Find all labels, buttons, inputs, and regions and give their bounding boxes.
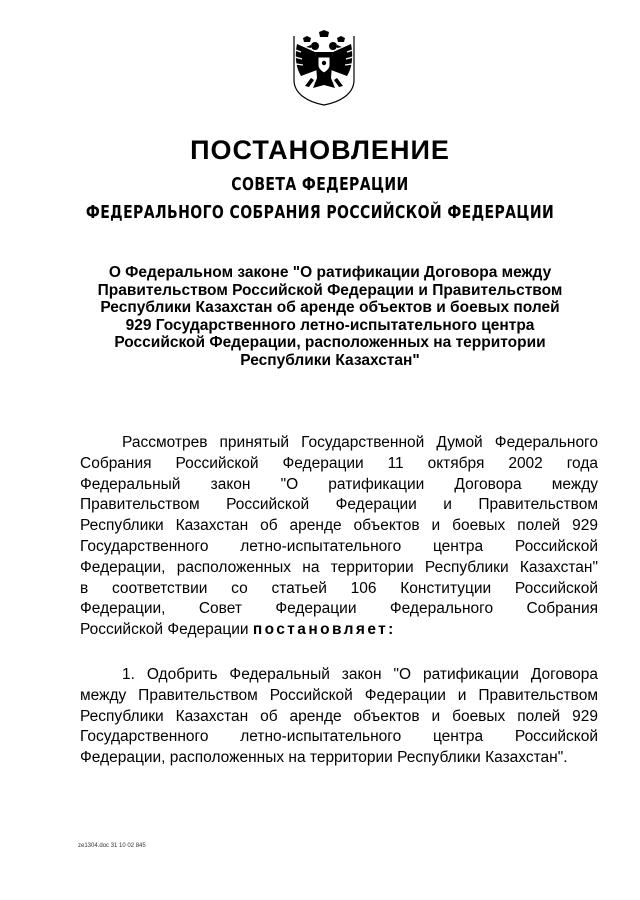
paragraph-line [80,620,598,641]
double-headed-eagle-icon [293,30,355,106]
paragraph-line: Правительством Российской Федерации и Правительством [80,496,598,514]
issuer-line-1: СОВЕТА ФЕДЕРАЦИИ [231,174,409,195]
subject-line: Правительством Российской Федерации и Правительством [97,281,563,299]
paragraph-line: в соответствии со статьей 106 Конституции Российской [80,579,598,597]
subject-line: Республики Казахстан об аренде объектов и боевых полей [100,299,560,317]
subject-line: 929 Государственного летно-испытательного центра [125,316,535,334]
paragraph-line: Федерации, расположенных на территории Республики Казахстан" [80,558,598,576]
paragraph-line: между Правительством Российской Федерации и Правительством [80,686,598,704]
issuer-line-2: ФЕДЕРАЛЬНОГО СОБРАНИЯ РОССИЙСКОЙ ФЕДЕРАЦИИ [85,202,555,223]
paragraph-line: 1. Одобрить Федеральный закон "О ратификации Договора [122,666,598,683]
subject-line: Российской Федерации, расположенных на территории [114,334,546,352]
paragraph-line-start: Российской Федерации [80,621,253,639]
resolves-keyword: постановляет: [252,621,396,639]
paragraph-line: Государственного летно-испытательного центра Российской [80,728,598,746]
paragraph-line: Республики Казахстан об аренде объектов и боевых полей 929 [80,517,598,535]
subject-line: Республики Казахстан" [240,351,420,369]
clause-1-paragraph [80,665,598,769]
paragraph-line: Федерации, Совет Федерации Федерального Собрания [80,600,598,618]
paragraph-line: Федеральный закон "О ратификации Договора между [80,475,598,493]
subject-line: О Федеральном законе "О ратификации Договора между [108,264,552,281]
paragraph-line: Республики Казахстан об аренде объектов и боевых полей 929 [80,707,598,725]
paragraph-line: Рассмотрев принятый Государственной Думой Федерального [122,434,598,451]
paragraph-line: Государственного летно-испытательного центра Российской [80,537,598,555]
document-subject [60,264,600,370]
document-title: ПОСТАНОВЛЕНИЕ [190,135,450,165]
paragraph-line: Федерации, расположенных на территории Республики Казахстан". [80,749,568,767]
preamble-paragraph [80,433,598,641]
paragraph-line: Собрания Российской Федерации 11 октября 2002 года [80,454,598,472]
file-reference: ze1304.doc 31 10 02 845 [78,843,146,849]
